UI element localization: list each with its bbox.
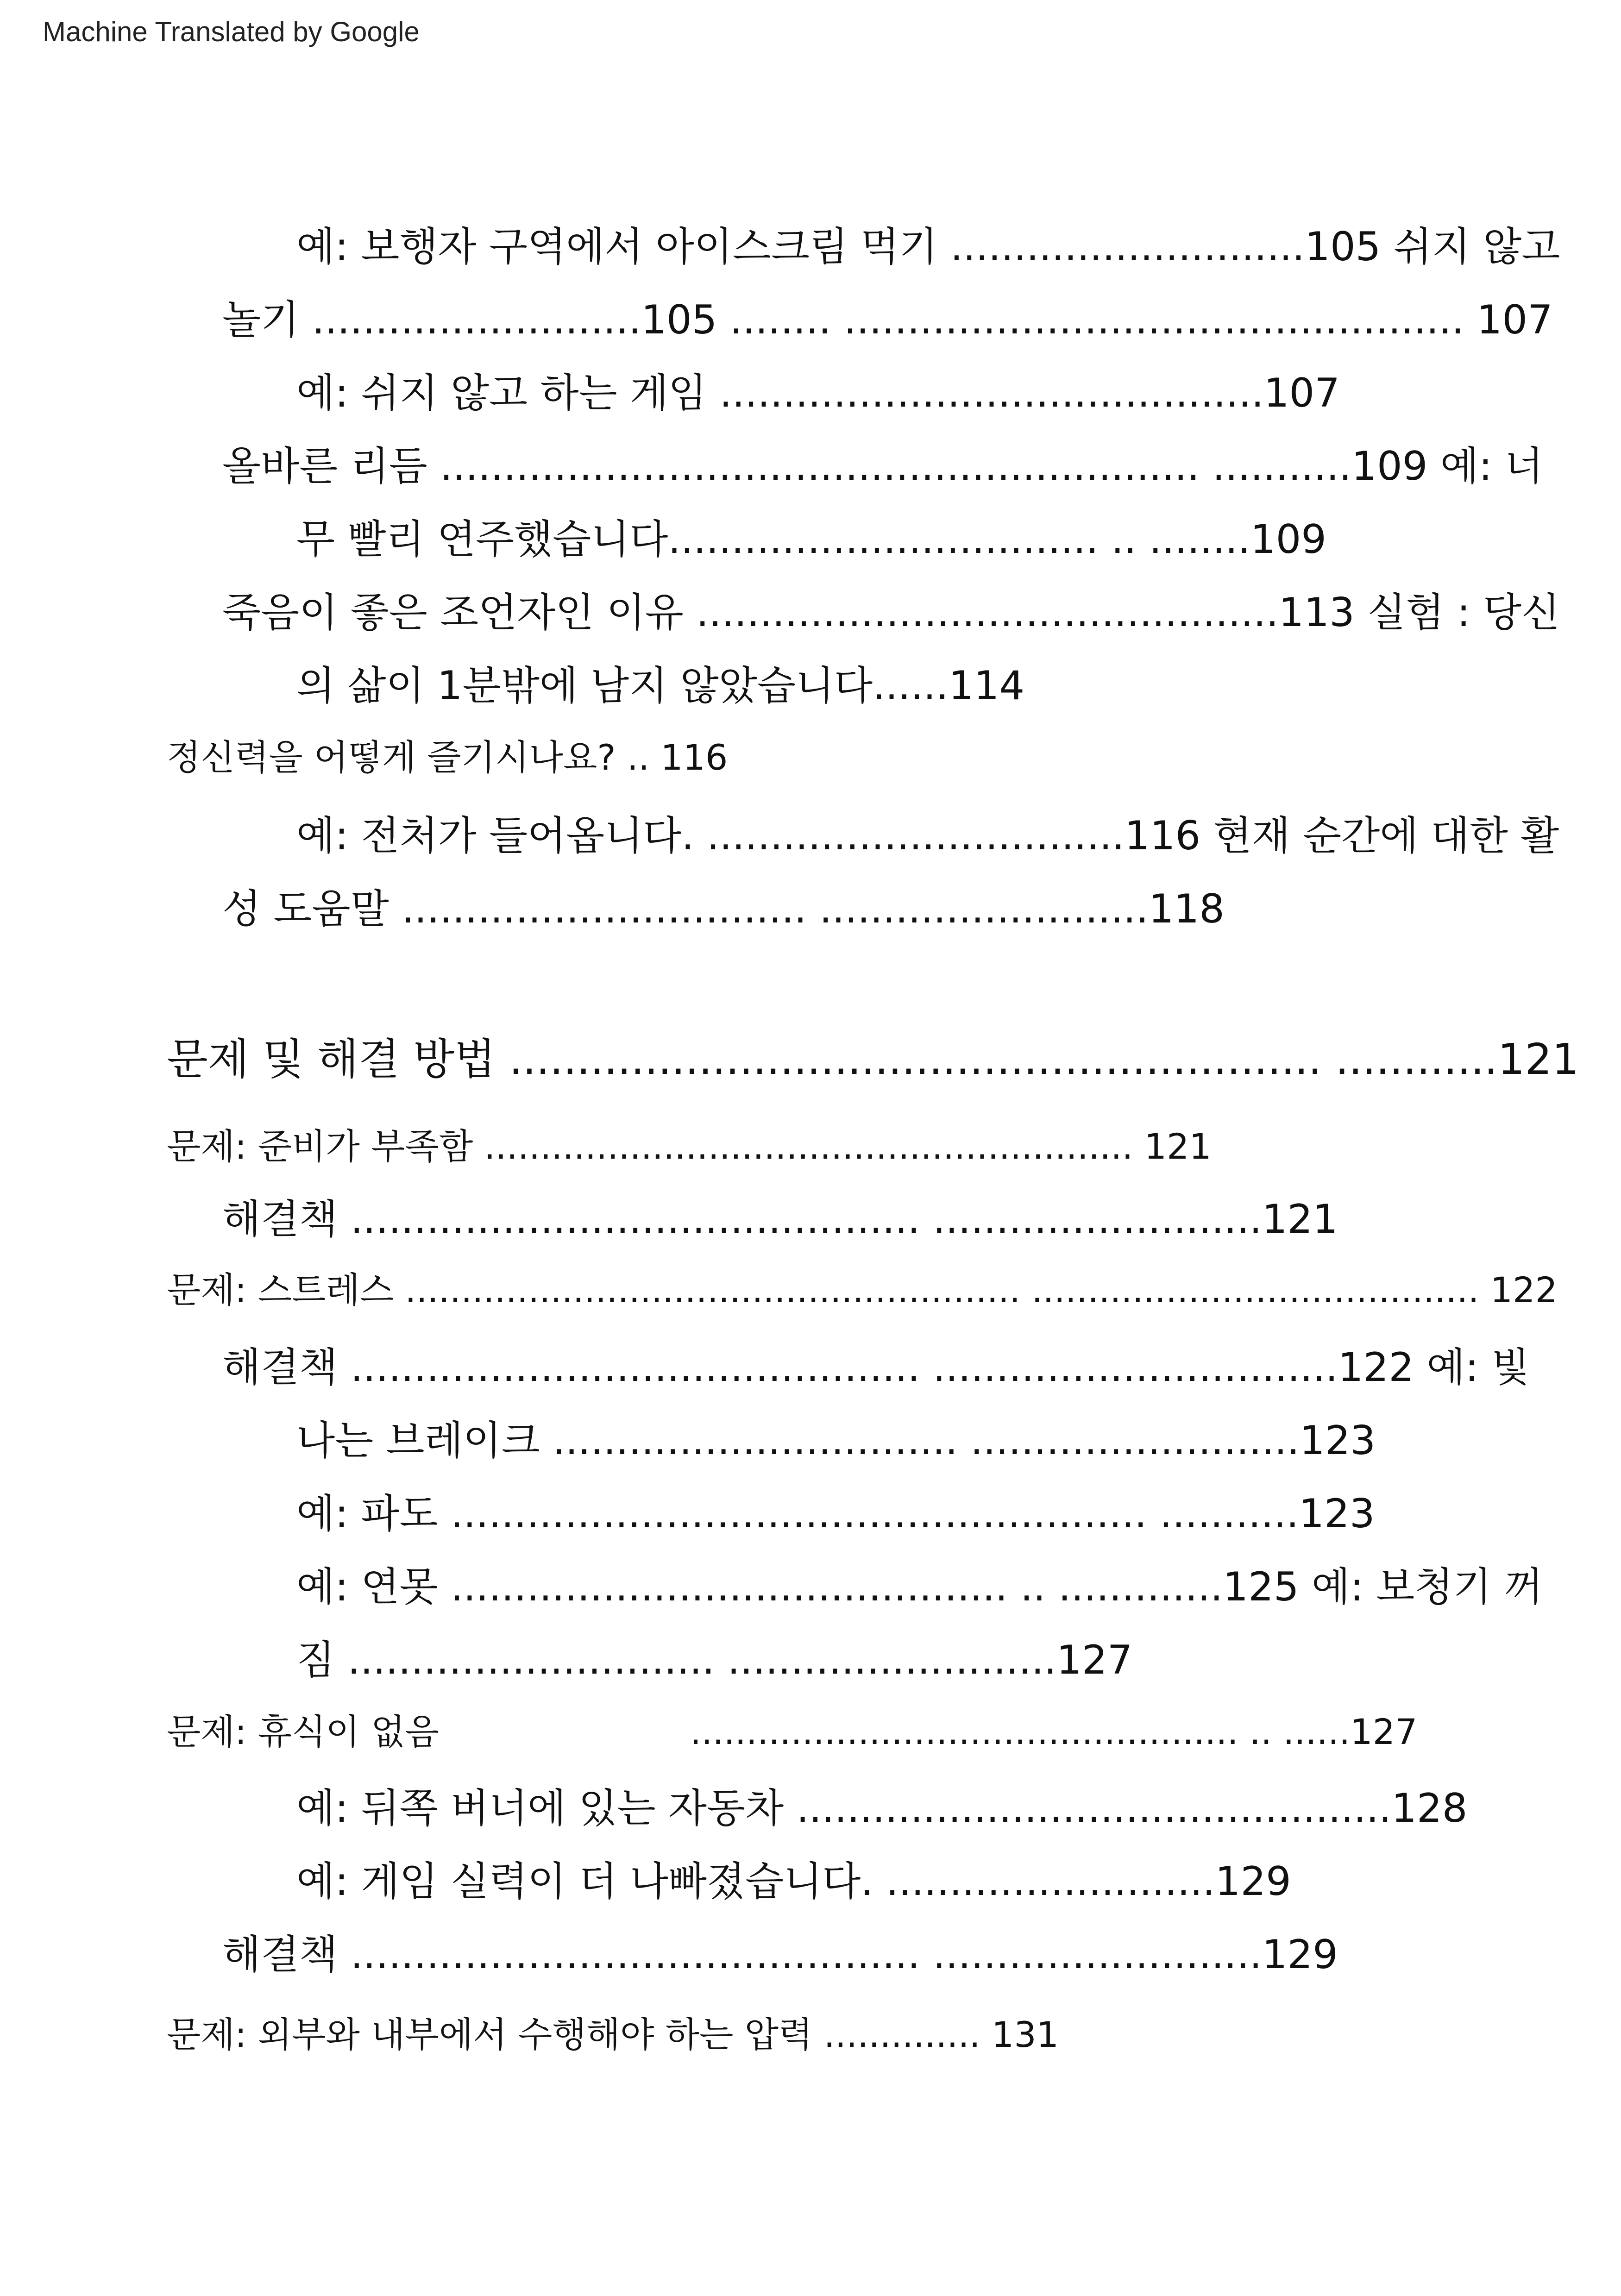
- toc-entry: 정신력을 어떻게 즐기시나요? .. 116: [167, 737, 728, 778]
- toc-entry: 무 빨리 연주했습니다.................................. .. ........109: [296, 516, 1327, 563]
- toc-entry: 예: 게임 실력이 더 나빠졌습니다. ..........................129: [296, 1858, 1291, 1905]
- toc-entry: 성 도움말 ................................ ..........................118: [222, 886, 1225, 932]
- toc-entry: 문제: 외부와 내부에서 수행해야 하는 압력 .............. 131: [167, 2014, 1059, 2055]
- toc-chapter-heading: 문제 및 해결 방법 ............................................................ ............121: [167, 1035, 1579, 1084]
- toc-entry: 예: 연못 ............................................ .. .............125 예: 보청기 꺼: [296, 1564, 1543, 1610]
- toc-entry: 해결책 ............................................. ..........................121: [222, 1196, 1338, 1242]
- toc-entry: 놀기 ..........................105 ........ ................................................. 107: [222, 297, 1553, 343]
- toc-entry: 죽음이 좋은 조언자인 이유 ..............................................113 실험 : 당신: [222, 590, 1560, 636]
- toc-entry: 해결책 ............................................. ..........................129: [222, 1932, 1338, 1978]
- toc-entry: 문제: 준비가 부족함 .......................................................... 121: [167, 1126, 1212, 1167]
- toc-entry: 짐 ............................. ..........................127: [296, 1637, 1133, 1683]
- toc-entry: 해결책 ............................................. ................................122 예: 빛: [222, 1344, 1530, 1391]
- toc-entry: 의 삶이 1분밖에 남지 않았습니다......114: [296, 663, 1025, 709]
- toc-entry: 올바른 리듬 ............................................................ ...........109 예: 너: [222, 443, 1544, 489]
- toc-entry: 예: 보행자 구역에서 아이스크림 먹기 ............................105 쉬지 않고: [296, 224, 1560, 270]
- toc-entry: 예: 쉬지 않고 하는 게임 ...........................................107: [296, 370, 1340, 416]
- toc-entry: 예: 뒤쪽 버너에 있는 자동차 ...............................................128: [296, 1785, 1468, 1832]
- toc-entry: 문제: 휴식이 없음: [167, 1711, 439, 1752]
- machine-translation-banner: Machine Translated by Google: [43, 16, 420, 47]
- toc-entry: 예: 파도 ....................................................... ...........123: [296, 1491, 1375, 1537]
- toc-entry: 나는 브레이크 ................................ ..........................123: [296, 1418, 1376, 1464]
- toc-entry: 예: 전처가 들어옵니다. .................................116 현재 순간에 대한 활: [296, 813, 1559, 859]
- toc-entry-leader: ................................................. .. ......127: [690, 1711, 1418, 1752]
- toc-entry: 문제: 스트레스 ....................................................... ........................................ 122: [167, 1269, 1558, 1311]
